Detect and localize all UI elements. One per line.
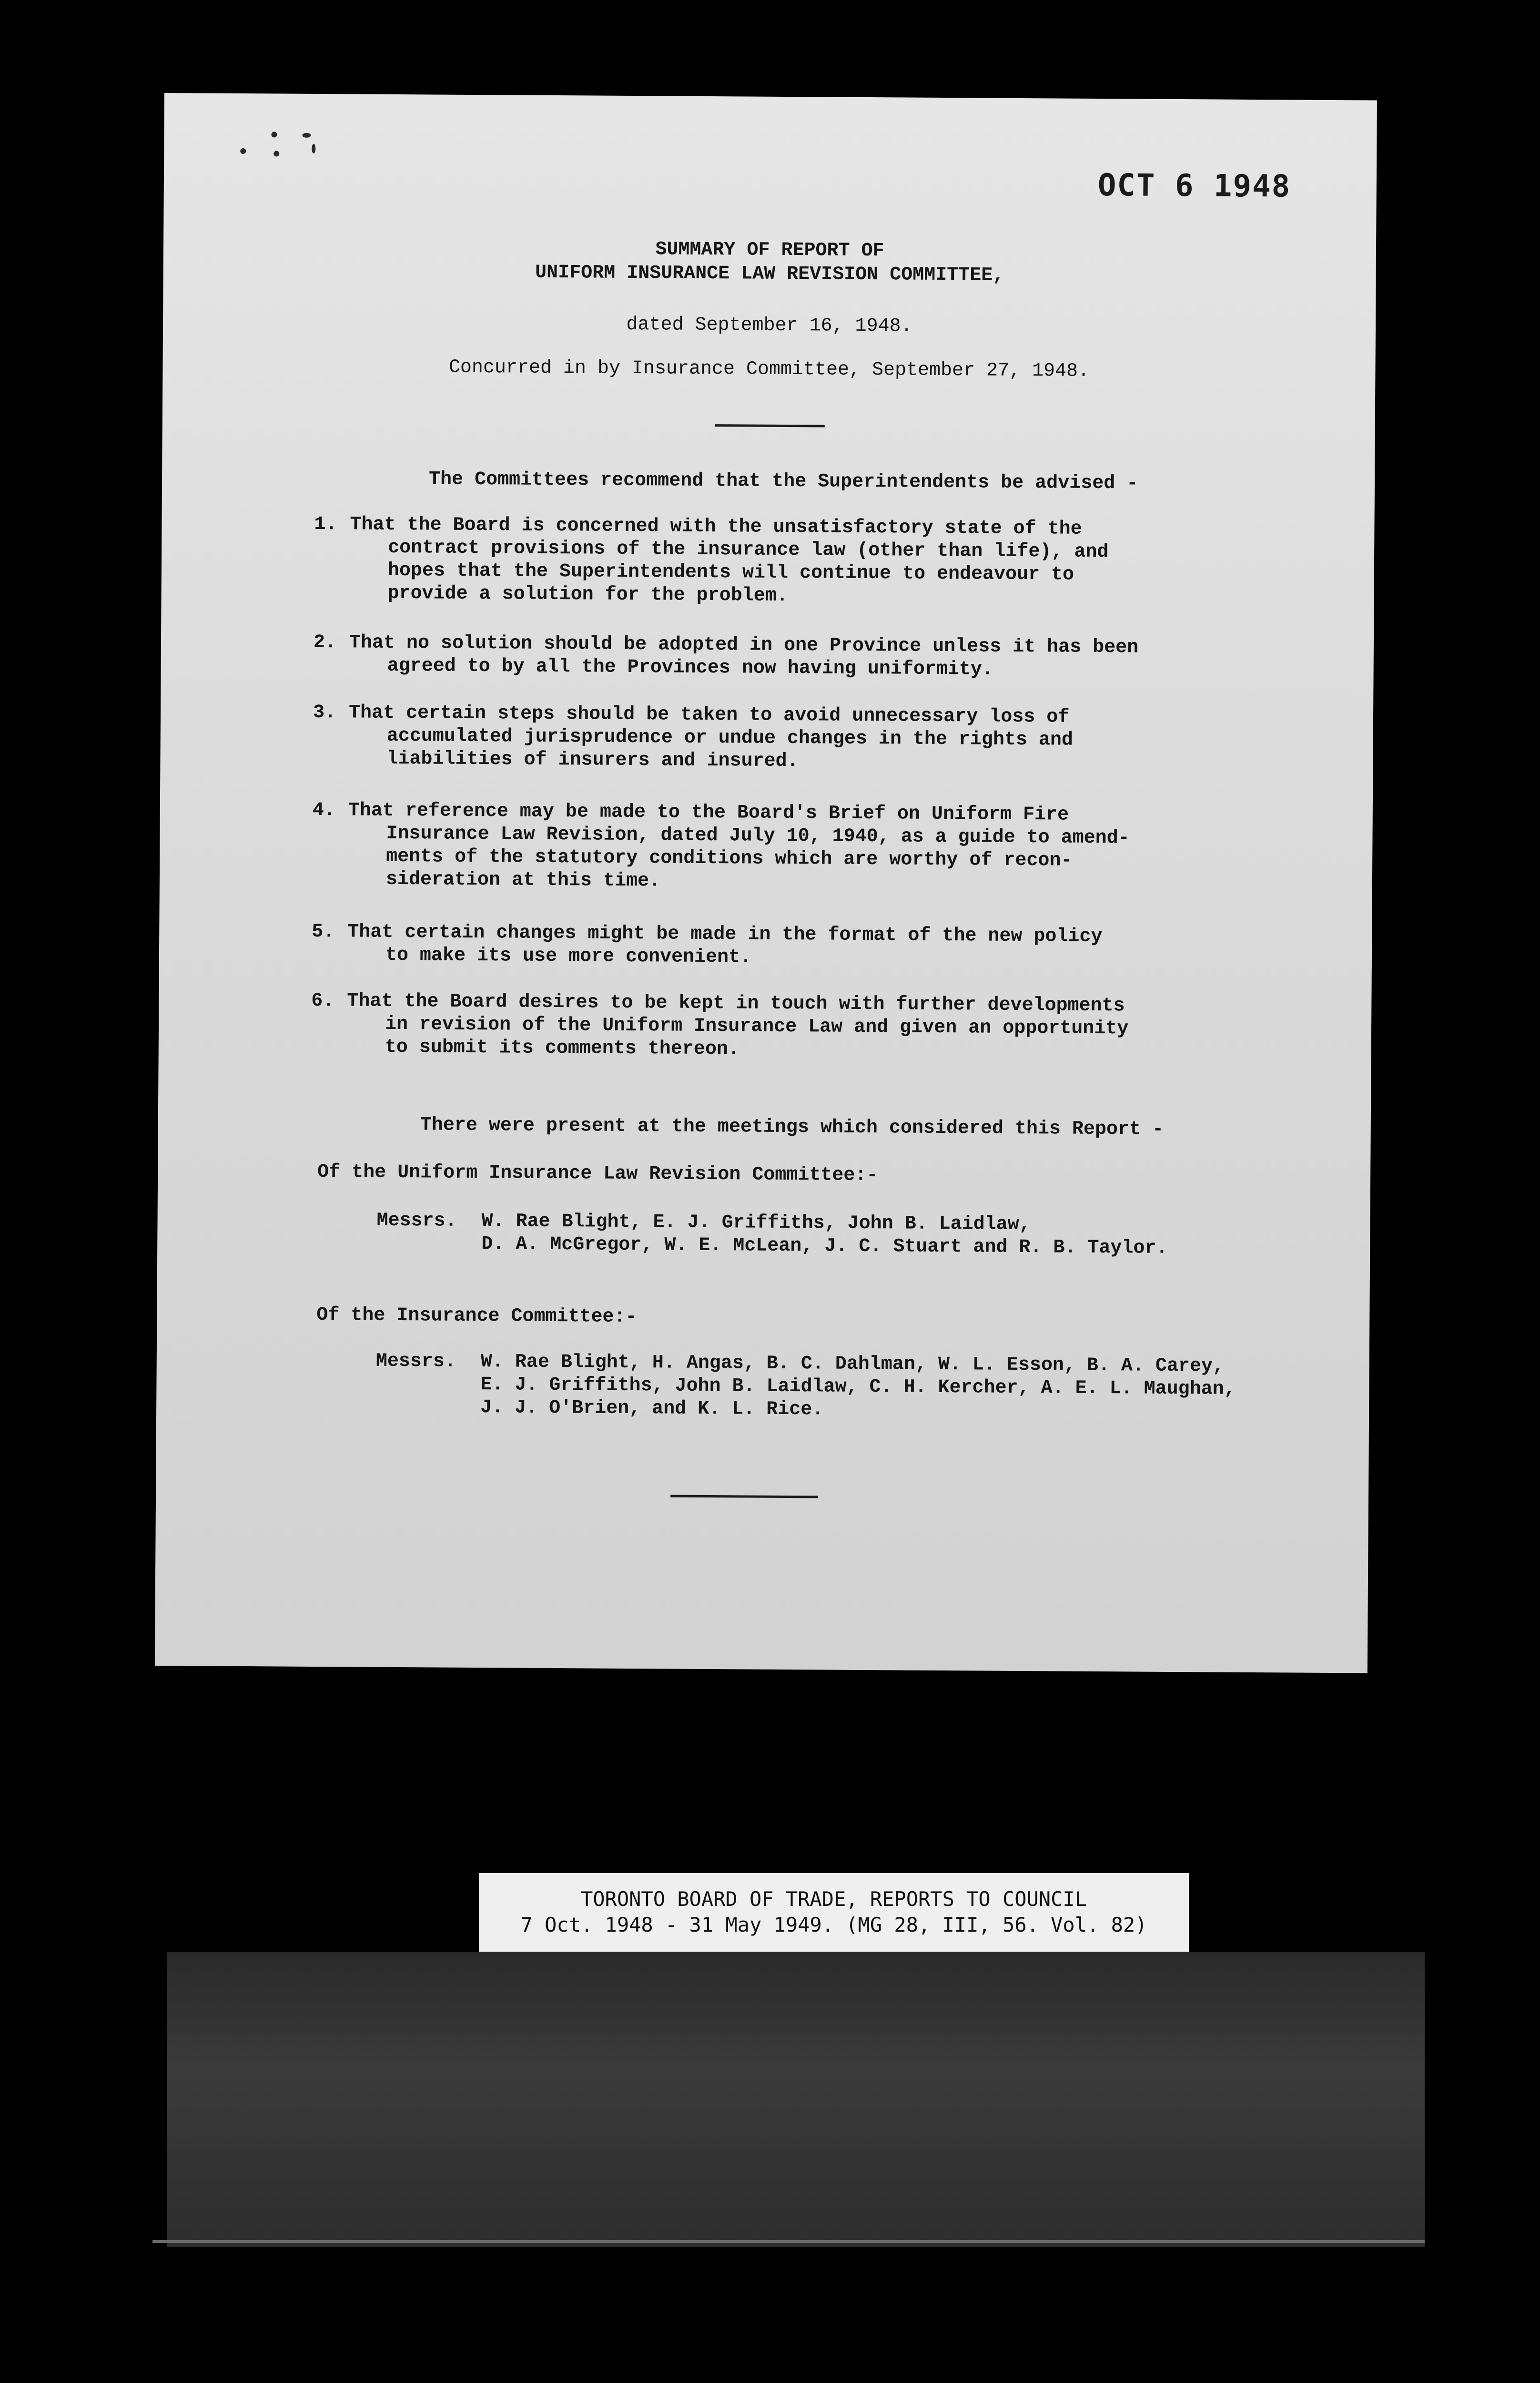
recommendation-line: agreed to by all the Provinces now having uniformity. <box>387 655 993 681</box>
date-stamp: OCT 6 1948 <box>1097 167 1291 204</box>
archive-label <box>479 1873 1189 1952</box>
recommendation-line: Insurance Law Revision, dated July 10, 1940, as a guide to amend- <box>386 823 1130 849</box>
member-line: D. A. McGregor, W. E. McLean, J. C. Stuart and R. B. Taylor. <box>481 1233 1168 1259</box>
messrs-label: Messrs. <box>376 1210 457 1232</box>
recommendation-line: That the Board is concerned with the unsatisfactory state of the <box>350 514 1082 540</box>
member-line: W. Rae Blight, E. J. Griffiths, John B. Laidlaw, <box>481 1211 1031 1236</box>
intro-text: The Committees recommend that the Superintendents be advised - <box>428 468 1138 495</box>
recommendation-number: 6. <box>311 990 334 1012</box>
member-line: E. J. Griffiths, John B. Laidlaw, C. H. Kercher, A. E. L. Maughan, <box>480 1374 1236 1400</box>
recommendation-line: That certain changes might be made in the format of the new policy <box>347 921 1103 948</box>
archive-label-line-1: TORONTO BOARD OF TRADE, REPORTS TO COUNCIL <box>580 1887 1087 1911</box>
recommendation-line: liabilities of insurers and insured. <box>386 748 799 773</box>
recommendation-line: in revision of the Uniform Insurance Law and given an opportunity <box>385 1013 1129 1040</box>
member-line: W. Rae Blight, H. Angas, B. C. Dahlman, W. L. Esson, B. A. Carey, <box>480 1351 1225 1377</box>
group-heading: Of the Insurance Committee:- <box>316 1304 637 1328</box>
dated-line: dated September 16, 1948. <box>626 314 912 337</box>
recommendation-line: provide a solution for the problem. <box>387 582 788 607</box>
concurred-line: Concurred in by Insurance Committee, September 27, 1948. <box>448 356 1090 382</box>
recommendation-item <box>312 799 1313 897</box>
recommendation-line: sideration at this time. <box>385 868 661 892</box>
title-line-2: UNIFORM INSURANCE LAW REVISION COMMITTEE, <box>535 262 1004 286</box>
recommendation-item <box>314 513 1315 611</box>
folder-edge <box>152 2240 1425 2243</box>
recommendation-item <box>311 990 1312 1065</box>
recommendation-line: to make its use more convenient. <box>385 944 752 968</box>
title-line-1: SUMMARY OF REPORT OF <box>655 239 884 262</box>
archive-label-line-2: 7 Oct. 1948 - 31 May 1949. (MG 28, III, 56. Vol. 82) <box>520 1913 1147 1936</box>
present-text: There were present at the meetings which considered this Report - <box>420 1114 1164 1141</box>
recommendation-line: to submit its comments thereon. <box>385 1036 740 1060</box>
recommendation-number: 5. <box>312 921 335 943</box>
group-heading: Of the Uniform Insurance Law Revision Committee:- <box>317 1161 878 1187</box>
recommendation-item <box>312 921 1313 973</box>
messrs-label: Messrs. <box>375 1350 456 1373</box>
member-list <box>375 1350 1236 1424</box>
recommendation-line: hopes that the Superintendents will continue to endeavour to <box>387 560 1074 586</box>
recommendation-line: That no solution should be adopted in one Province unless it has been <box>349 632 1139 659</box>
recommendation-line: That reference may be made to the Board's Brief on Uniform Fire <box>348 800 1069 826</box>
recommendation-number: 3. <box>313 702 336 724</box>
recommendation-line: That the Board desires to be kept in touch with further developments <box>347 990 1125 1017</box>
recommendation-line: contract provisions of the insurance law (other than life), and <box>388 537 1109 563</box>
recommendation-line: That certain steps should be taken to avoid unnecessary loss of <box>348 702 1070 728</box>
recommendation-number: 1. <box>314 513 337 536</box>
recommendation-line: ments of the statutory conditions which are worthy of recon- <box>386 845 1073 872</box>
member-list <box>376 1210 1168 1260</box>
recommendation-item <box>313 702 1314 776</box>
divider-bottom <box>670 1495 818 1498</box>
recommendation-number: 4. <box>312 799 335 822</box>
member-line: J. J. O'Brien, and K. L. Rice. <box>480 1397 824 1421</box>
archive-folder-stamp <box>167 1952 1425 2247</box>
recommendation-line: accumulated jurisprudence or undue changes in the rights and <box>386 725 1074 751</box>
document-page <box>155 93 1377 1673</box>
recommendation-item <box>314 631 1315 683</box>
divider-top <box>715 424 825 427</box>
recommendation-number: 2. <box>313 631 337 654</box>
